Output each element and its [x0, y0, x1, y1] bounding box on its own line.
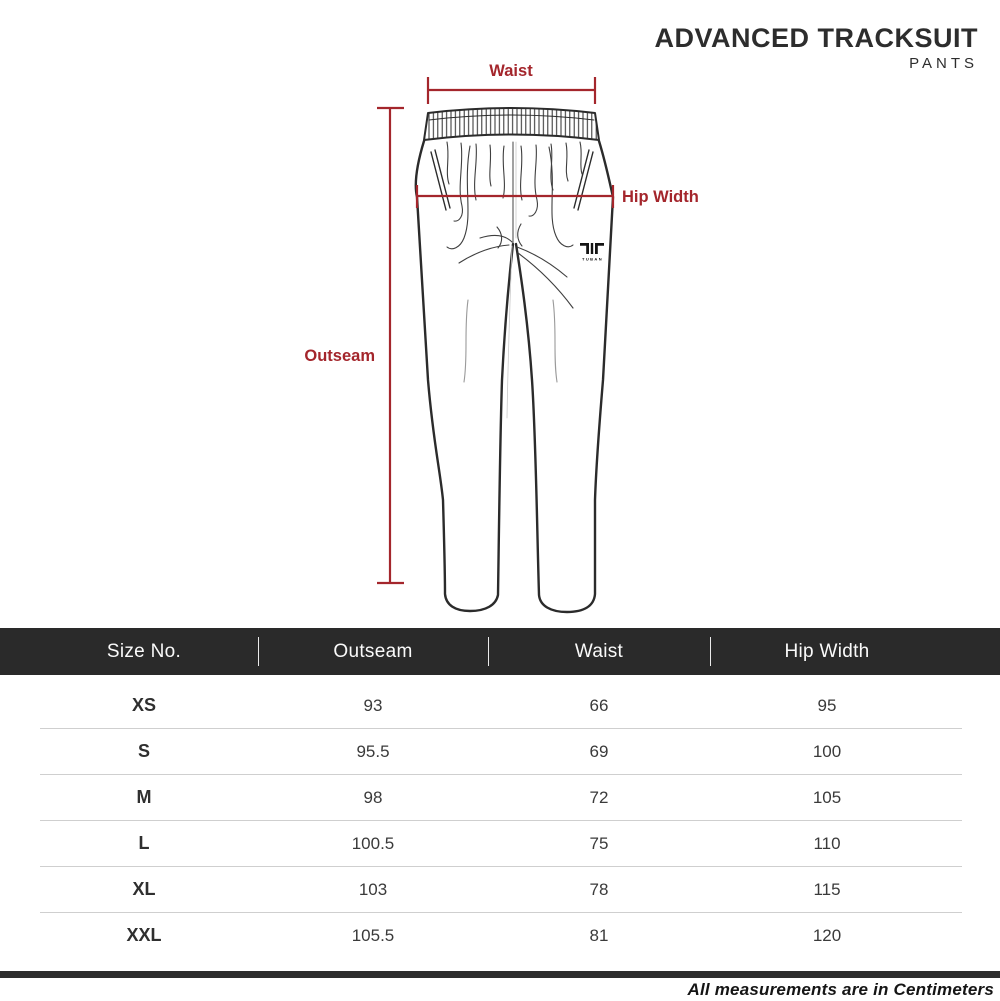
- waist-cell: 72: [589, 787, 609, 807]
- outseam-dimension: [377, 108, 404, 583]
- table-row: [0, 867, 1000, 912]
- outseam-cell: 95.5: [356, 741, 390, 761]
- size-cell: L: [138, 833, 150, 853]
- column-header-size: Size No.: [106, 640, 182, 662]
- fabric-wrinkles: [447, 142, 582, 382]
- table-row: [0, 821, 1000, 866]
- page-title: ADVANCED TRACKSUIT: [654, 23, 978, 53]
- hip-width-label: Hip Width: [622, 188, 699, 206]
- table-body: [0, 675, 1000, 958]
- waist-cell: 78: [589, 879, 609, 899]
- hip-width-cell: 115: [813, 879, 841, 899]
- size-table: [0, 628, 1000, 958]
- size-cell: XS: [131, 695, 156, 715]
- waist-cell: 81: [589, 925, 609, 945]
- waistband: [424, 108, 599, 140]
- outseam-cell: 103: [358, 879, 388, 899]
- hip-width-cell: 120: [812, 925, 842, 945]
- size-cell: M: [136, 787, 152, 807]
- hip-width-cell: 100: [812, 741, 842, 761]
- waist-label: Waist: [489, 62, 533, 80]
- outseam-label: Outseam: [304, 347, 375, 365]
- waist-cell: 66: [589, 695, 609, 715]
- hip-width-cell: 110: [813, 833, 841, 853]
- table-row: [0, 729, 1000, 774]
- table-row: [0, 913, 1000, 958]
- table-row: [0, 683, 1000, 728]
- column-divider: [258, 637, 259, 666]
- size-cell: XL: [132, 879, 156, 899]
- column-divider: [710, 637, 711, 666]
- hip-width-cell: 95: [817, 695, 837, 715]
- column-divider: [488, 637, 489, 666]
- size-cell: S: [137, 741, 150, 761]
- outseam-cell: 100.5: [351, 833, 395, 853]
- outseam-cell: 105.5: [351, 925, 395, 945]
- brand-logo: [580, 243, 604, 262]
- pants-drawing: [416, 108, 613, 612]
- table-header-row: [0, 628, 1000, 675]
- right-pocket: [574, 150, 593, 210]
- brand-logo-text: TUBAN: [582, 256, 603, 262]
- measurement-unit-note: All measurements are in Centimeters: [687, 980, 994, 999]
- column-header-hip-width: Hip Width: [784, 640, 870, 662]
- footer-divider-bar: [0, 971, 1000, 978]
- outseam-cell: 98: [363, 787, 383, 807]
- outseam-cell: 93: [363, 695, 383, 715]
- page-subtitle: PANTS: [909, 55, 978, 73]
- right-leg-outline: [516, 141, 613, 612]
- column-header-outseam: Outseam: [333, 640, 413, 662]
- waist-dimension: [428, 77, 595, 104]
- hip-width-cell: 105: [812, 787, 842, 807]
- waist-cell: 69: [589, 741, 609, 761]
- size-cell: XXL: [126, 925, 162, 945]
- column-header-waist: Waist: [574, 640, 624, 662]
- waist-cell: 75: [589, 833, 609, 853]
- left-pocket: [431, 150, 450, 210]
- table-row: [0, 775, 1000, 820]
